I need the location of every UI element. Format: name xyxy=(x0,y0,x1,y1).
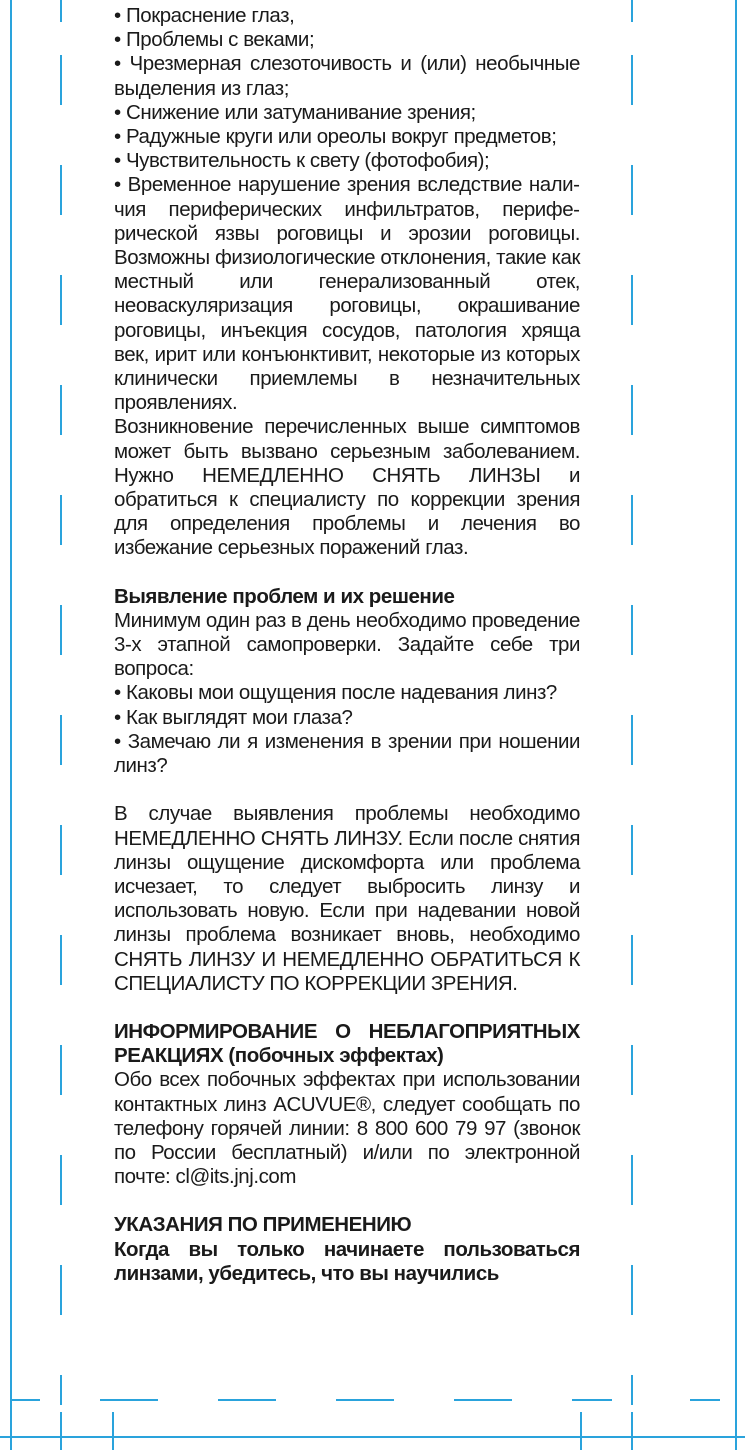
symptom-item: • Снижение или затуманивание зрения; xyxy=(114,100,476,124)
symptom-item: • Чрезмерная слезоточивость и (или) необычные выделения из глаз; xyxy=(114,52,580,100)
problems-section xyxy=(114,585,580,996)
reporting-section xyxy=(114,1020,580,1189)
symptom-item: • Радужные круги или ореолы вокруг предметов; xyxy=(114,125,557,149)
reporting-body: Обо всех побочных эффектах при использовании контактных линз ACUVUE®, следует сообщать по телефону горячей линии: 8 800 600 79 97 (звонок по России бесплатный) и/или по электронной почте: cl@its.jnj.com xyxy=(114,1068,580,1189)
usage-lead: Когда вы только начинаете пользоваться линзами, убедитесь, что вы научились xyxy=(114,1237,580,1285)
usage-section xyxy=(114,1213,580,1286)
symptom-item: • Проблемы с веками; xyxy=(114,28,315,52)
question-item: • Каковы мои ощущения после надевания линз? xyxy=(114,681,557,705)
symptom-item: • Чувствительность к свету (фотофобия); xyxy=(114,149,490,173)
usage-heading: УКАЗАНИЯ ПО ПРИМЕНЕНИЮ xyxy=(114,1213,412,1237)
symptom-item: • Покраснение глаз, xyxy=(114,4,295,27)
symptoms-section xyxy=(114,4,580,561)
leaflet-text xyxy=(114,4,580,1286)
symptoms-warning: Возникновение перечисленных выше симптомов может быть вызвано серьезным заболеванием. Нужно НЕМЕДЛЕННО СНЯТЬ ЛИНЗЫ и обратиться к специалисту по коррекции зрения для определения проблемы и лечения во избежание серьезных поражений глаз. xyxy=(114,415,580,560)
symptom-item: • Временное нарушение зрения вследствие наличия периферических инфильтратов, периферической язвы роговицы и эрозии роговицы. Возможны физиологические отклонения, такие как местный или генерализованный отек, неоваскуляризация роговицы, окрашивание роговицы, инъекция сосудов, патология хряща век, ирит или конъюнктивит, некоторые из которых клинически приемлемы в незначительных проявлениях. xyxy=(114,173,580,415)
question-item: • Замечаю ли я изменения в зрении при ношении линз? xyxy=(114,729,580,778)
problems-intro: Минимум один раз в день необходимо проведение 3-х этапной самопроверки. Задайте себе три вопроса: xyxy=(114,608,580,681)
problems-heading: Выявление проблем и их решение xyxy=(114,584,455,608)
problems-action: В случае выявления проблемы необходимо НЕМЕДЛЕННО СНЯТЬ ЛИНЗУ. Если после снятия линзы ощущение дискомфорта или проблема исчезает, то следует выбросить линзу и использовать новую. Если при надевании новой линзы проблема возникает вновь, необходимо СНЯТЬ ЛИНЗУ И НЕМЕДЛЕННО ОБРАТИТЬСЯ К СПЕЦИАЛИСТУ ПО КОРРЕКЦИИ ЗРЕНИЯ. xyxy=(114,802,580,995)
question-item: • Как выглядят мои глаза? xyxy=(114,705,353,729)
reporting-heading: ИНФОРМИРОВАНИЕ О НЕБЛАГОПРИЯТНЫХ РЕАКЦИЯХ (побочных эффектах) xyxy=(114,1019,580,1068)
